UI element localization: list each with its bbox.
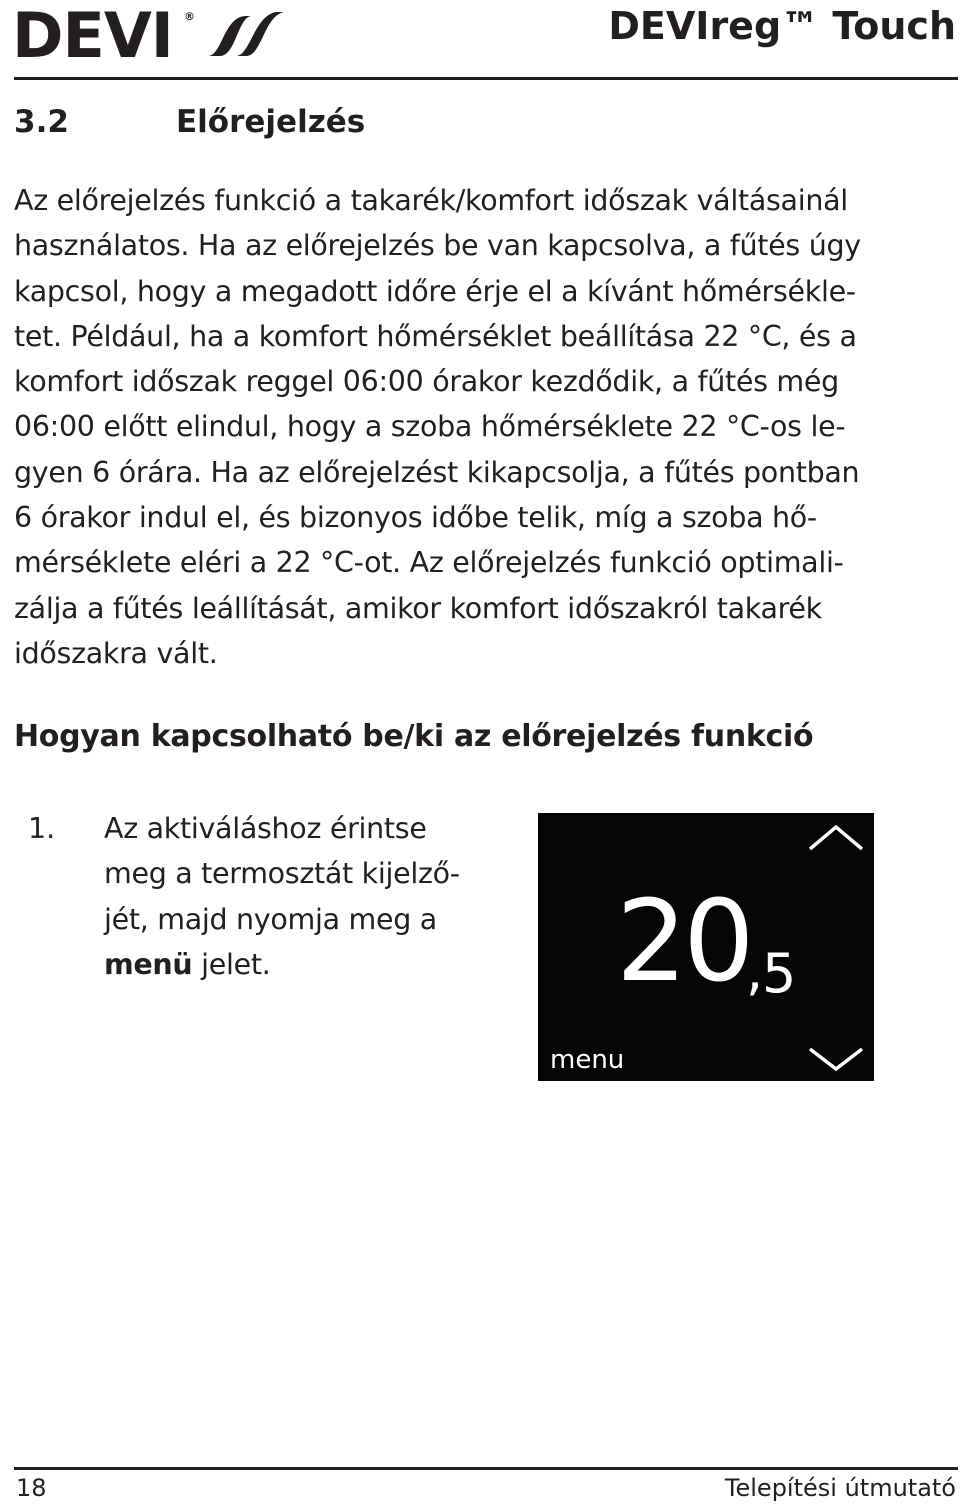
product-name: DEVIreg™ Touch <box>608 4 956 48</box>
chevron-down-icon <box>810 1049 862 1069</box>
body-paragraph <box>14 178 946 676</box>
page-header <box>0 0 960 82</box>
step-text <box>104 806 524 987</box>
body-line: komfort időszak reggel 06:00 órakor kezdődik, a fűtés még <box>14 365 839 399</box>
body-line: mérséklete eléri a 22 °C-ot. Az előrejelzés funkció optimali- <box>14 546 844 580</box>
step-line: meg a termosztát kijelző- <box>104 857 460 891</box>
devi-wave-icon <box>202 6 288 64</box>
devi-logo <box>12 0 282 72</box>
section-title: Előrejelzés <box>176 104 366 140</box>
subheading: Hogyan kapcsolható be/ki az előrejelzés funkció <box>14 719 814 754</box>
thermostat-display[interactable] <box>538 813 874 1081</box>
body-line: kapcsol, hogy a megadott időre érje el a kívánt hőmérsékle- <box>14 274 856 308</box>
temperature-integer: 20 <box>616 877 751 1007</box>
step-line <box>104 942 524 987</box>
body-line: 6 órakor indul el, és bizonyos időbe telik, míg a szoba hő- <box>14 501 817 535</box>
body-line: gyen 6 órára. Ha az előrejelzést kikapcsolja, a fűtés pontban <box>14 455 860 489</box>
body-line: tet. Például, ha a komfort hőmérséklet beállítása 22 °C, és a <box>14 319 857 353</box>
section-heading <box>14 100 365 144</box>
footer-title: Telepítési útmutató <box>724 1474 956 1502</box>
footer-divider <box>14 1467 958 1470</box>
menu-button[interactable]: menu <box>550 1045 625 1075</box>
body-line: Az előrejelzés funkció a takarék/komfort időszak váltásainál <box>14 184 848 217</box>
registered-mark: ® <box>184 10 195 23</box>
header-divider <box>14 77 958 80</box>
page-number: 18 <box>16 1474 47 1502</box>
temperature-decimal: 5 <box>762 942 797 1005</box>
body-line: használatos. Ha az előrejelzés be van kapcsolva, a fűtés úgy <box>14 229 861 263</box>
chevron-up-icon <box>810 827 862 849</box>
body-line: időszakra vált. <box>14 636 218 670</box>
step-number: 1. <box>28 812 56 845</box>
section-number: 3.2 <box>14 104 69 140</box>
temperature-comma: , <box>746 939 764 1002</box>
step-line-rest: jelet. <box>192 947 271 981</box>
body-line: zálja a fűtés leállítását, amikor komfort időszakról takarék <box>14 591 822 625</box>
step-line: Az aktiváláshoz érintse <box>104 812 427 845</box>
logo-wordmark: DEVI <box>12 0 173 72</box>
body-line: 06:00 előtt elindul, hogy a szoba hőmérséklete 22 °C-os le- <box>14 410 846 444</box>
step-line: jét, majd nyomja meg a <box>104 902 437 936</box>
menu-emphasis: menü <box>104 947 193 981</box>
